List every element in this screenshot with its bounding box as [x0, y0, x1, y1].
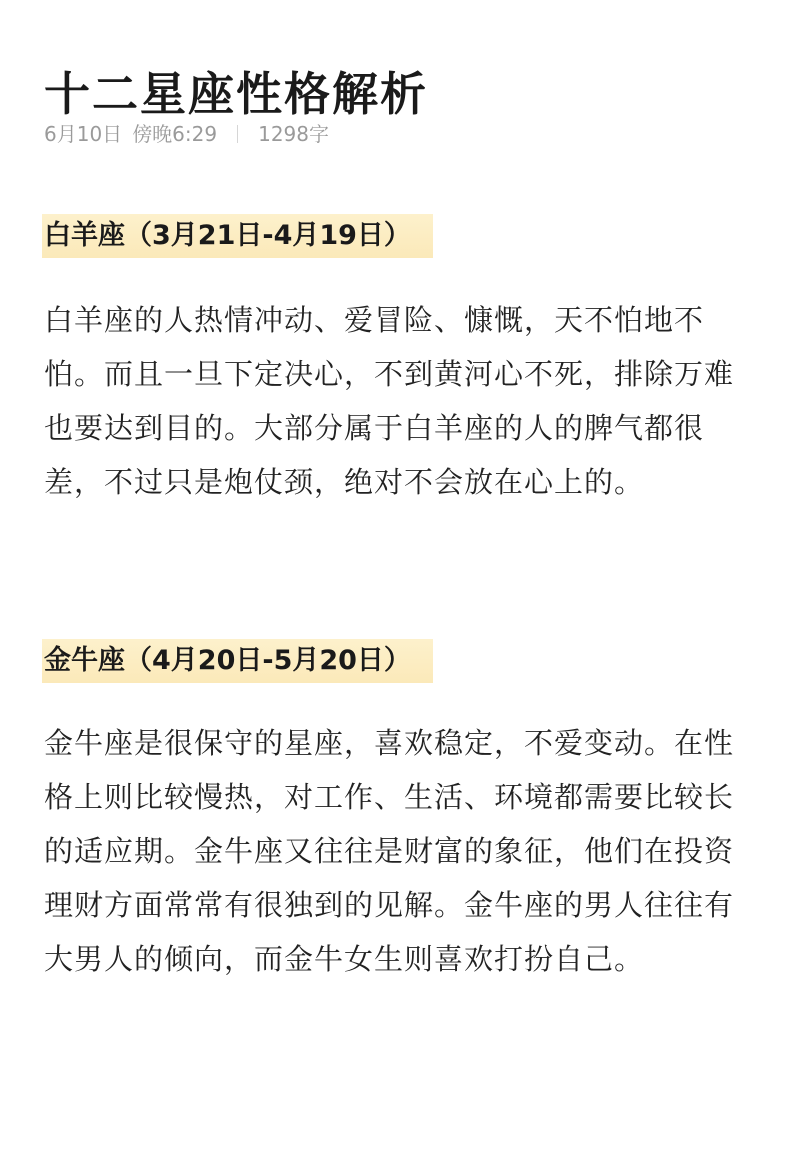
publish-date: 6月10日: [44, 122, 123, 146]
article-title: 十二星座性格解析: [44, 66, 428, 121]
meta-divider: [237, 125, 238, 143]
article-meta: [44, 119, 329, 149]
section-heading-aries: 白羊座（3月21日-4月19日）: [42, 214, 433, 258]
section-heading-taurus: 金牛座（4月20日-5月20日）: [42, 639, 433, 683]
section-body-taurus: 金牛座是很保守的星座，喜欢稳定，不爱变动。在性格上则比较慢热，对工作、生活、环境都需要比较长的适应期。金牛座又往往是财富的象征，他们在投资理财方面常常有很独到的见解。金牛座的男人往往有大男人的倾向，而金牛女生则喜欢打扮自己。: [44, 726, 735, 976]
section-body-aries: 白羊座的人热情冲动、爱冒险、慷慨，天不怕地不怕。而且一旦下定决心，不到黄河心不死，排除万难也要达到目的。大部分属于白羊座的人的脾气都很差，不过只是炮仗颈，绝对不会放在心上的。: [44, 303, 735, 499]
word-count: 1298字: [258, 122, 330, 146]
publish-time: 傍晚6:29: [132, 122, 218, 146]
